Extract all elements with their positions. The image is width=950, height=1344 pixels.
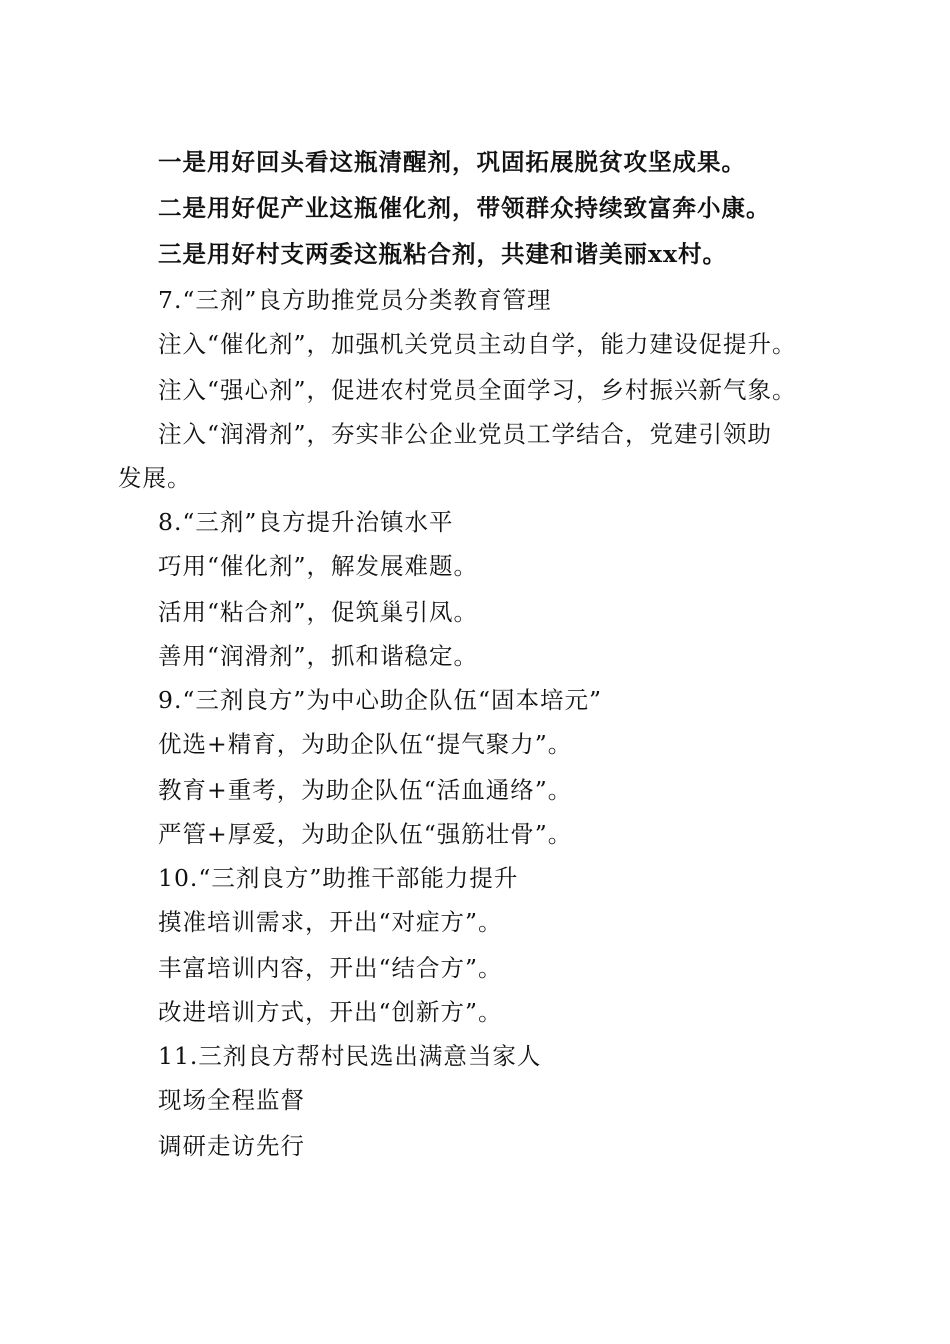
- section-heading-11: 11.三剂良方帮村民选出满意当家人: [158, 1042, 542, 1070]
- text-line-3: 三是用好村支两委这瓶粘合剂，共建和谐美丽xx村。: [158, 240, 728, 268]
- section-heading-7: 7.“三剂”良方助推党员分类教育管理: [158, 286, 552, 314]
- text-line-14: 优选+精育，为助企队伍“提气聚力”。: [158, 730, 573, 758]
- text-line-11: 活用“粘合剂”，促筑巢引凤。: [158, 598, 479, 626]
- text-line-1: 一是用好回头看这瓶清醒剂，巩固拓展脱贫攻坚成果。: [158, 148, 746, 176]
- text-line-12: 善用“润滑剂”，抓和谐稳定。: [158, 642, 479, 670]
- text-line-2: 二是用好促产业这瓶催化剂，带领群众持续致富奔小康。: [158, 194, 771, 222]
- text-line-7: 注入“润滑剂”，夯实非公企业党员工学结合，党建引领助: [158, 420, 773, 448]
- section-heading-10: 10.“三剂良方”助推干部能力提升: [158, 864, 519, 892]
- text-line-22: 现场全程监督: [158, 1086, 305, 1114]
- text-line-8: 发展。: [118, 464, 192, 492]
- text-line-23: 调研走访先行: [158, 1132, 305, 1160]
- section-heading-8: 8.“三剂”良方提升治镇水平: [158, 508, 454, 536]
- text-line-18: 摸准培训需求，开出“对症方”。: [158, 908, 503, 936]
- text-line-5: 注入“催化剂”，加强机关党员主动自学，能力建设促提升。: [158, 330, 797, 358]
- text-line-6: 注入“强心剂”，促进农村党员全面学习，乡村振兴新气象。: [158, 376, 797, 404]
- text-line-19: 丰富培训内容，开出“结合方”。: [158, 954, 503, 982]
- text-line-16: 严管+厚爱，为助企队伍“强筋壮骨”。: [158, 820, 573, 848]
- section-heading-9: 9.“三剂良方”为中心助企队伍“固本培元”: [158, 686, 602, 714]
- text-line-20: 改进培训方式，开出“创新方”。: [158, 998, 503, 1026]
- text-line-10: 巧用“催化剂”，解发展难题。: [158, 552, 479, 580]
- text-line-15: 教育+重考，为助企队伍“活血通络”。: [158, 776, 573, 804]
